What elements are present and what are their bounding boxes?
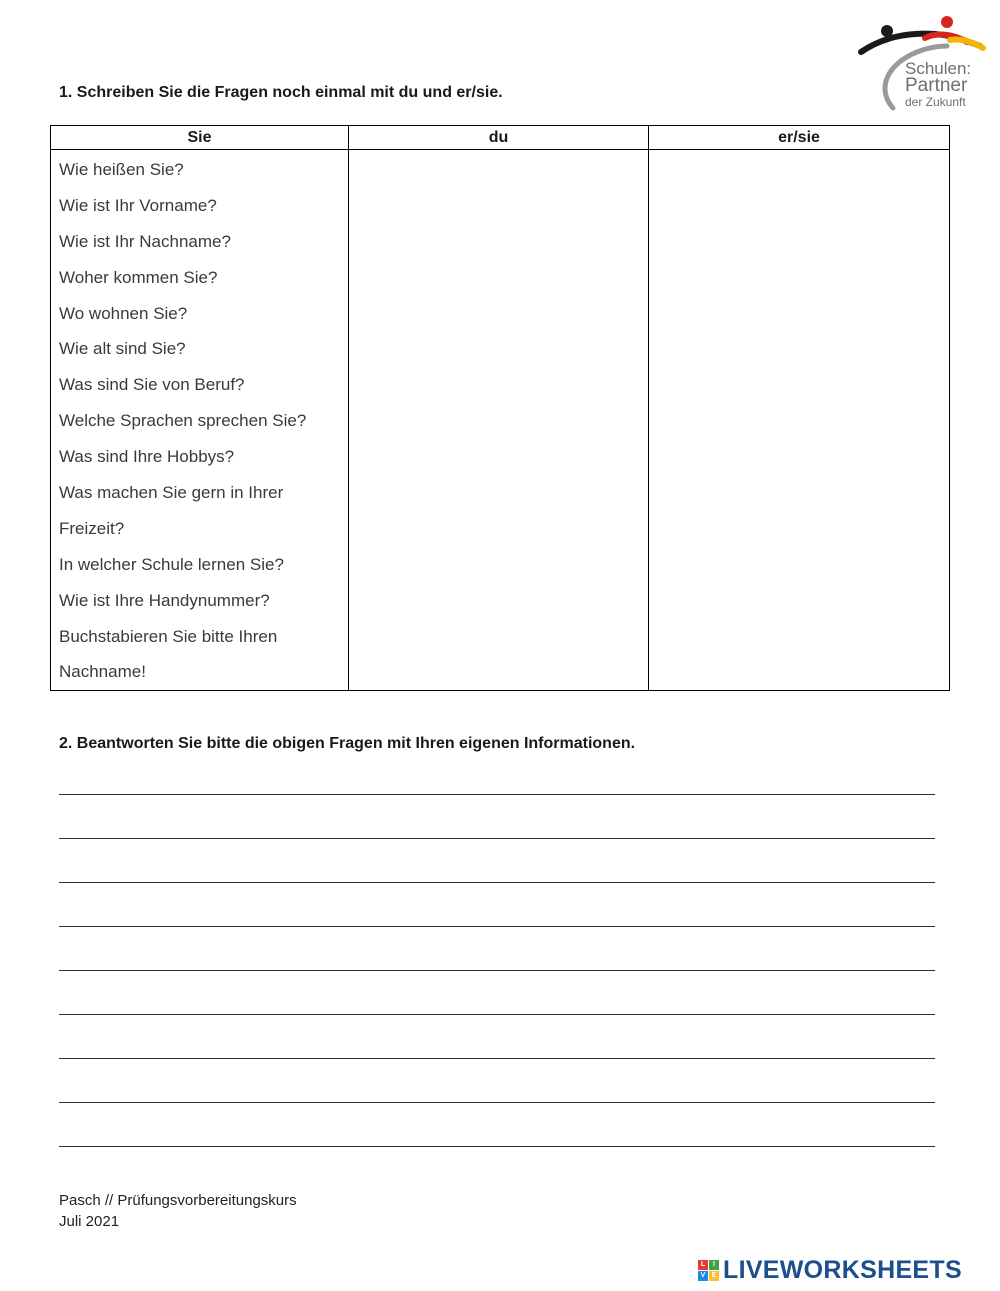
question-item: Freizeit? bbox=[59, 518, 125, 538]
question-item: Wie ist Ihre Handynummer? bbox=[59, 590, 270, 610]
logo-line-2: Partner bbox=[905, 75, 968, 96]
answer-line-2[interactable] bbox=[59, 838, 935, 839]
question-item: In welcher Schule lernen Sie? bbox=[59, 554, 284, 574]
table-body-row bbox=[51, 150, 950, 691]
column-header-du: du bbox=[349, 126, 649, 150]
answer-line-8[interactable] bbox=[59, 1102, 935, 1103]
exercise-2-heading: 2. Beantworten Sie bitte die obigen Fragen mit Ihren eigenen Informationen. bbox=[59, 735, 636, 752]
answer-line-4[interactable] bbox=[59, 926, 935, 927]
answer-line-9[interactable] bbox=[59, 1146, 935, 1147]
question-item: Wo wohnen Sie? bbox=[59, 303, 188, 323]
question-list bbox=[51, 150, 348, 690]
answer-line-1[interactable] bbox=[59, 794, 935, 795]
badge-letter: E bbox=[709, 1271, 719, 1281]
logo-line-1: Schulen: bbox=[905, 59, 972, 78]
question-item: Wie ist Ihr Vorname? bbox=[59, 195, 217, 215]
question-item: Was sind Sie von Beruf? bbox=[59, 375, 245, 395]
footer bbox=[59, 1190, 297, 1232]
answer-line-3[interactable] bbox=[59, 882, 935, 883]
live-badge-icon bbox=[698, 1260, 719, 1281]
question-item: Wie heißen Sie? bbox=[59, 160, 184, 179]
question-item: Buchstabieren Sie bitte Ihren bbox=[59, 626, 278, 646]
question-item: Wie ist Ihr Nachname? bbox=[59, 231, 231, 251]
question-item: Wie alt sind Sie? bbox=[59, 339, 186, 359]
liveworksheets-wordmark: LIVEWORKSHEETS bbox=[723, 1255, 962, 1284]
du-answer-cell[interactable] bbox=[349, 150, 649, 691]
badge-letter: V bbox=[698, 1271, 708, 1281]
footer-date: Juli 2021 bbox=[59, 1213, 120, 1230]
liveworksheets-brand bbox=[698, 1255, 962, 1285]
answer-line-5[interactable] bbox=[59, 970, 935, 971]
answer-line-7[interactable] bbox=[59, 1058, 935, 1059]
exercise-1-heading: 1. Schreiben Sie die Fragen noch einmal mit du und er/sie. bbox=[59, 84, 503, 101]
table-header-row bbox=[51, 126, 950, 150]
logo-wordmark bbox=[905, 60, 971, 108]
answer-line-6[interactable] bbox=[59, 1014, 935, 1015]
column-header-sie: Sie bbox=[51, 126, 349, 150]
question-item: Nachname! bbox=[59, 662, 146, 682]
question-item: Was sind Ihre Hobbys? bbox=[59, 447, 235, 467]
question-table bbox=[50, 125, 950, 691]
er-sie-answer-cell[interactable] bbox=[649, 150, 950, 691]
sie-questions-cell bbox=[51, 150, 349, 691]
question-item: Was machen Sie gern in Ihrer bbox=[59, 483, 284, 503]
badge-letter: I bbox=[709, 1260, 719, 1270]
badge-letter: L bbox=[698, 1260, 708, 1270]
logo-line-3: der Zukunft bbox=[905, 95, 966, 109]
question-item: Woher kommen Sie? bbox=[59, 267, 218, 287]
question-item: Welche Sprachen sprechen Sie? bbox=[59, 411, 307, 431]
schulen-partner-logo bbox=[855, 10, 990, 115]
column-header-er-sie: er/sie bbox=[649, 126, 950, 150]
footer-course: Pasch // Prüfungsvorbereitungskurs bbox=[59, 1192, 297, 1209]
